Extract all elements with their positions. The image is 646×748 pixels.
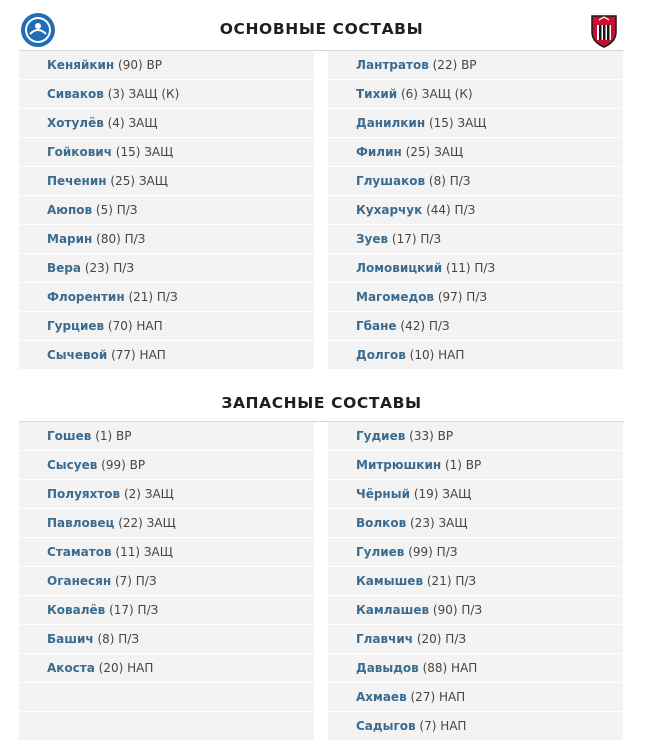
player-row[interactable]	[19, 480, 314, 509]
player-entry	[19, 458, 145, 472]
player-name[interactable]: Гулиев	[356, 545, 405, 559]
player-name[interactable]: Митрюшкин	[356, 458, 442, 472]
player-number-position: (42) П/З	[400, 319, 450, 333]
player-row[interactable]	[328, 167, 623, 196]
player-number-position: (8) П/З	[97, 632, 140, 646]
player-name[interactable]: Ахмаев	[356, 690, 407, 704]
player-row[interactable]	[19, 596, 314, 625]
player-number-position: (27) НАП	[410, 690, 466, 704]
player-name[interactable]: Долгов	[356, 348, 406, 362]
player-row[interactable]	[328, 654, 623, 683]
player-number-position: (20) НАП	[98, 661, 154, 675]
player-entry	[19, 661, 153, 675]
player-name[interactable]: Лантратов	[356, 58, 429, 72]
player-name[interactable]: Главчич	[356, 632, 414, 646]
player-name[interactable]: Чёрный	[356, 487, 410, 501]
player-name[interactable]: Гошев	[47, 429, 92, 443]
player-number-position: (4) ЗАЩ	[107, 116, 158, 130]
player-name[interactable]: Магомедов	[356, 290, 435, 304]
player-number-position: (15) ЗАЩ	[428, 116, 487, 130]
player-entry	[19, 290, 178, 304]
player-entry	[19, 429, 131, 443]
player-entry	[328, 487, 471, 501]
player-name[interactable]: Акоста	[47, 661, 95, 675]
player-entry	[19, 516, 176, 530]
player-entry	[19, 603, 158, 617]
player-row[interactable]	[19, 654, 314, 683]
player-row[interactable]	[19, 80, 314, 109]
player-row[interactable]	[328, 312, 623, 341]
player-name[interactable]: Камышев	[356, 574, 424, 588]
player-name[interactable]: Ломовицкий	[356, 261, 443, 275]
player-number-position: (80) П/З	[96, 232, 146, 246]
player-entry	[328, 574, 476, 588]
substitutes-title: ЗАПАСНЫЕ СОСТАВЫ	[221, 394, 422, 412]
player-entry	[19, 319, 163, 333]
player-name[interactable]: Стаматов	[47, 545, 112, 559]
player-name[interactable]: Давыдов	[356, 661, 419, 675]
player-name[interactable]: Кухарчук	[356, 203, 423, 217]
player-name[interactable]: Кеняйкин	[47, 58, 115, 72]
player-number-position: (11) П/З	[445, 261, 496, 275]
player-entry	[19, 632, 139, 646]
starting-lineups-header	[19, 0, 624, 51]
player-number-position: (23) П/З	[84, 261, 135, 275]
player-number-position: (15) ЗАЩ	[115, 145, 174, 159]
player-name[interactable]: Марин	[47, 232, 93, 246]
player-entry	[328, 58, 477, 72]
player-row[interactable]	[328, 596, 623, 625]
player-row[interactable]	[328, 509, 623, 538]
player-entry	[328, 203, 475, 217]
home-substitutes-list	[19, 422, 314, 741]
player-entry	[328, 261, 495, 275]
player-row[interactable]	[19, 167, 314, 196]
player-entry	[328, 458, 481, 472]
player-row[interactable]	[328, 254, 623, 283]
player-entry	[328, 116, 486, 130]
player-row[interactable]	[328, 567, 623, 596]
player-name[interactable]: Башич	[47, 632, 94, 646]
player-row[interactable]	[19, 196, 314, 225]
player-number-position: (17) П/З	[109, 603, 159, 617]
player-entry	[328, 174, 471, 188]
player-name[interactable]: Гурциев	[47, 319, 105, 333]
home-starting-list	[19, 51, 314, 370]
player-number-position: (19) ЗАЩ	[413, 487, 472, 501]
player-row[interactable]	[19, 509, 314, 538]
player-row[interactable]	[328, 538, 623, 567]
player-name[interactable]: Гойкович	[47, 145, 112, 159]
player-row[interactable]	[19, 538, 314, 567]
player-entry	[19, 203, 138, 217]
player-name[interactable]: Гбане	[356, 319, 397, 333]
player-entry	[328, 348, 464, 362]
player-number-position: (17) П/З	[391, 232, 442, 246]
player-name[interactable]: Аюпов	[47, 203, 93, 217]
player-number-position: (1) ВР	[95, 429, 132, 443]
player-entry	[19, 348, 166, 362]
player-entry	[19, 261, 134, 275]
player-number-position: (90) П/З	[432, 603, 483, 617]
player-row[interactable]	[19, 451, 314, 480]
player-row[interactable]	[328, 341, 623, 370]
player-row[interactable]	[328, 109, 623, 138]
player-number-position: (33) ВР	[409, 429, 454, 443]
player-number-position: (20) П/З	[416, 632, 467, 646]
player-number-position: (21) П/З	[128, 290, 178, 304]
player-entry	[328, 661, 477, 675]
substitutes-header	[19, 371, 624, 422]
player-entry	[19, 574, 157, 588]
starting-lineups-title: ОСНОВНЫЕ СОСТАВЫ	[219, 20, 424, 38]
player-row[interactable]	[328, 451, 623, 480]
player-row[interactable]	[19, 225, 314, 254]
player-row[interactable]	[328, 625, 623, 654]
player-number-position: (6) ЗАЩ (К)	[400, 87, 473, 101]
starting-lineups	[19, 51, 624, 371]
player-number-position: (7) П/З	[114, 574, 157, 588]
player-row[interactable]	[19, 312, 314, 341]
player-number-position: (97) П/З	[437, 290, 488, 304]
player-name[interactable]: Вера	[47, 261, 81, 275]
player-entry	[328, 516, 467, 530]
player-entry	[19, 145, 173, 159]
player-number-position: (11) ЗАЩ	[115, 545, 173, 559]
player-row[interactable]	[19, 625, 314, 654]
player-row[interactable]	[19, 283, 314, 312]
player-name[interactable]: Сысуев	[47, 458, 98, 472]
player-number-position: (10) НАП	[409, 348, 465, 362]
player-row[interactable]	[328, 138, 623, 167]
player-name[interactable]: Глушаков	[356, 174, 426, 188]
player-name[interactable]: Садыгов	[356, 719, 416, 733]
away-substitutes-list	[328, 422, 623, 741]
player-row[interactable]	[328, 422, 623, 451]
player-entry	[328, 690, 465, 704]
away-club-logo	[590, 12, 618, 52]
player-entry	[328, 290, 487, 304]
player-row[interactable]	[328, 283, 623, 312]
player-name[interactable]: Павловец	[47, 516, 115, 530]
player-number-position: (70) НАП	[107, 319, 163, 333]
player-entry	[19, 232, 145, 246]
player-entry	[328, 87, 473, 101]
player-number-position: (7) НАП	[419, 719, 467, 733]
player-row[interactable]	[19, 51, 314, 80]
player-entry	[19, 487, 174, 501]
empty-row	[19, 683, 314, 712]
player-number-position: (88) НАП	[422, 661, 478, 675]
player-entry	[328, 545, 457, 559]
player-entry	[19, 116, 157, 130]
player-entry	[328, 145, 463, 159]
player-name[interactable]: Камлашев	[356, 603, 430, 617]
player-row[interactable]	[328, 225, 623, 254]
player-name[interactable]: Флорентин	[47, 290, 125, 304]
player-number-position: (25) ЗАЩ	[405, 145, 464, 159]
player-number-position: (3) ЗАЩ (К)	[107, 87, 180, 101]
player-number-position: (77) НАП	[111, 348, 166, 362]
player-row[interactable]	[328, 80, 623, 109]
player-name[interactable]: Волков	[356, 516, 407, 530]
player-entry	[328, 603, 482, 617]
player-entry	[328, 232, 441, 246]
player-number-position: (44) П/З	[426, 203, 476, 217]
player-row[interactable]	[19, 422, 314, 451]
player-entry	[328, 319, 450, 333]
player-name[interactable]: Филин	[356, 145, 402, 159]
player-number-position: (23) ЗАЩ	[410, 516, 468, 530]
player-entry	[19, 87, 179, 101]
player-number-position: (99) ВР	[101, 458, 146, 472]
player-entry	[328, 719, 466, 733]
player-number-position: (21) П/З	[426, 574, 477, 588]
player-row[interactable]	[328, 480, 623, 509]
player-name[interactable]: Данилкин	[356, 116, 426, 130]
player-number-position: (22) ЗАЩ	[118, 516, 176, 530]
player-name[interactable]: Ковалёв	[47, 603, 106, 617]
player-number-position: (8) П/З	[428, 174, 471, 188]
player-name[interactable]: Тихий	[356, 87, 398, 101]
player-row[interactable]	[328, 51, 623, 80]
away-starting-list	[328, 51, 623, 370]
player-name[interactable]: Гудиев	[356, 429, 406, 443]
player-entry	[328, 632, 466, 646]
player-row[interactable]	[19, 109, 314, 138]
player-name[interactable]: Зуев	[356, 232, 389, 246]
player-number-position: (22) ВР	[432, 58, 477, 72]
player-name[interactable]: Сычевой	[47, 348, 108, 362]
player-entry	[19, 174, 168, 188]
player-number-position: (1) ВР	[444, 458, 482, 472]
player-number-position: (5) П/З	[95, 203, 138, 217]
player-name[interactable]: Хотулёв	[47, 116, 104, 130]
player-number-position: (2) ЗАЩ	[123, 487, 174, 501]
player-row[interactable]	[328, 196, 623, 225]
player-number-position: (90) ВР	[118, 58, 162, 72]
player-row[interactable]	[328, 712, 623, 741]
player-entry	[19, 58, 162, 72]
player-entry	[19, 545, 173, 559]
substitutes-lineups	[19, 422, 624, 742]
player-name[interactable]: Печенин	[47, 174, 107, 188]
player-name[interactable]: Полуяхтов	[47, 487, 121, 501]
player-name[interactable]: Оганесян	[47, 574, 112, 588]
player-number-position: (25) ЗАЩ	[110, 174, 168, 188]
player-row[interactable]	[19, 341, 314, 370]
player-entry	[328, 429, 453, 443]
player-number-position: (99) П/З	[408, 545, 458, 559]
player-name[interactable]: Сиваков	[47, 87, 104, 101]
player-row[interactable]	[328, 683, 623, 712]
empty-row	[19, 712, 314, 741]
player-row[interactable]	[19, 254, 314, 283]
player-row[interactable]	[19, 567, 314, 596]
player-row[interactable]	[19, 138, 314, 167]
